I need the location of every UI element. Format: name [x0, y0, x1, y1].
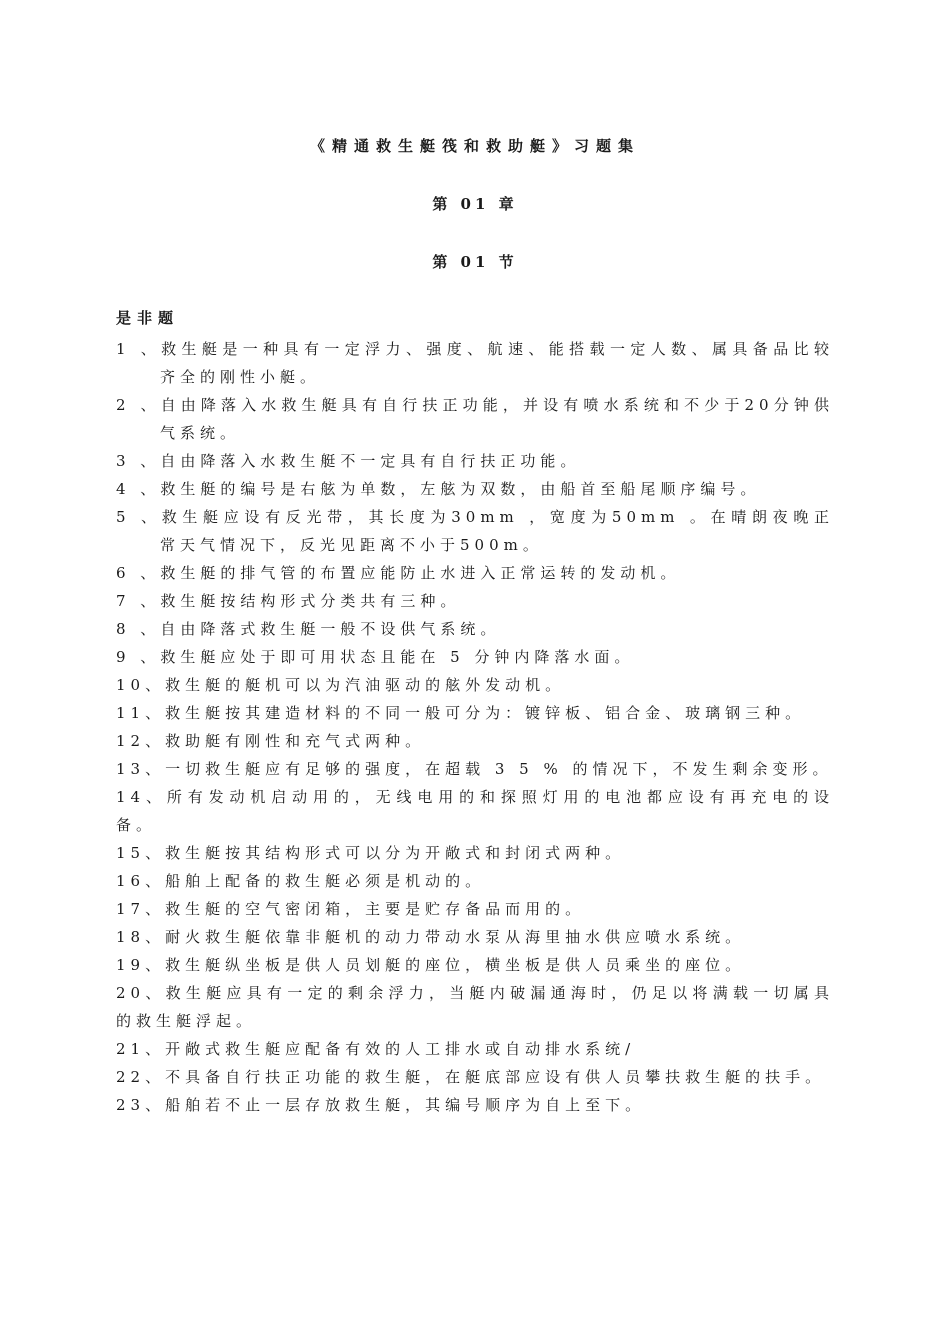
- question-number: 14、: [116, 788, 167, 806]
- chapter-heading: 第 01 章: [432, 195, 518, 213]
- question-text: 船舶上配备的救生艇必须是机动的。: [165, 872, 486, 890]
- question-number: 1 、: [116, 340, 162, 358]
- question-item: [116, 335, 834, 391]
- question-number: 23、: [116, 1096, 166, 1114]
- question-text: 救生艇纵坐板是供人员划艇的座位，横坐板是供人员乘坐的座位。: [165, 956, 746, 974]
- question-list: [116, 335, 834, 1119]
- question-text: 救生艇按结构形式分类共有三种。: [160, 592, 461, 610]
- question-item: [116, 587, 834, 615]
- question-number: 5 、: [116, 508, 162, 526]
- question-number: 7 、: [116, 592, 161, 610]
- question-text: 不具备自行扶正功能的救生艇，在艇底部应设有供人员攀扶救生艇的扶手。: [165, 1068, 826, 1086]
- question-text: 救生艇的排气管的布置应能防止水进入正常运转的发动机。: [160, 564, 681, 582]
- question-item: [116, 895, 834, 923]
- question-number: 12、: [116, 732, 166, 750]
- question-number: 8 、: [116, 620, 161, 638]
- question-text: 自由降落入水救生艇不一定具有自行扶正功能。: [160, 452, 581, 470]
- question-number: 11、: [116, 704, 166, 722]
- question-text: 开敞式救生艇应配备有效的人工排水或自动排水系统/: [165, 1040, 636, 1058]
- document-title: 《精通救生艇筏和救助艇》习题集: [309, 137, 640, 155]
- question-number: 19、: [116, 956, 166, 974]
- question-item: [116, 979, 834, 1035]
- question-item: [116, 503, 834, 559]
- question-item: [116, 839, 834, 867]
- question-text: 救生艇的编号是右舷为单数，左舷为双数，由船首至船尾顺序编号。: [160, 480, 761, 498]
- question-type-heading: 是非题: [116, 309, 180, 327]
- question-item: [116, 699, 834, 727]
- question-item: [116, 1091, 834, 1119]
- question-text: 救生艇的空气密闭箱，主要是贮存备品而用的。: [165, 900, 586, 918]
- question-item: [116, 447, 834, 475]
- question-item: [116, 951, 834, 979]
- question-number: 6 、: [116, 564, 161, 582]
- question-number: 18、: [116, 928, 166, 946]
- section-heading: 第 01 节: [432, 253, 518, 271]
- question-number: 10、: [116, 676, 166, 694]
- question-text: 自由降落式救生艇一般不设供气系统。: [160, 620, 501, 638]
- question-item: [116, 1063, 834, 1091]
- question-item: [116, 783, 834, 839]
- question-number: 21、: [116, 1040, 166, 1058]
- question-text: 救生艇应具有一定的剩余浮力，当艇内破漏通海时，仍足以将满载一切属具的救生艇浮起。: [116, 984, 834, 1030]
- question-text: 救助艇有刚性和充气式两种。: [165, 732, 426, 750]
- question-number: 3 、: [116, 452, 161, 470]
- question-number: 13、: [116, 760, 166, 778]
- question-item: [116, 867, 834, 895]
- question-number: 4 、: [116, 480, 161, 498]
- question-item: [116, 615, 834, 643]
- question-text: 船舶若不止一层存放救生艇，其编号顺序为自上至下。: [165, 1096, 646, 1114]
- question-item: [116, 559, 834, 587]
- question-text: 耐火救生艇依靠非艇机的动力带动水泵从海里抽水供应喷水系统。: [165, 928, 746, 946]
- question-text: 救生艇的艇机可以为汽油驱动的舷外发动机。: [165, 676, 566, 694]
- question-item: [116, 755, 834, 783]
- question-text: 救生艇按其结构形式可以分为开敞式和封闭式两种。: [165, 844, 626, 862]
- question-text: 救生艇应处于即可用状态且能在 5 分钟内降落水面。: [160, 648, 635, 666]
- question-text: 救生艇按其建造材料的不同一般可分为：镀锌板、铝合金、玻璃钢三种。: [165, 704, 806, 722]
- question-number: 22、: [116, 1068, 166, 1086]
- question-text: 一切救生艇应有足够的强度，在超载 3 5 % 的情况下，不发生剩余变形。: [165, 760, 833, 778]
- question-number: 20、: [116, 984, 166, 1002]
- question-item: [116, 475, 834, 503]
- question-number: 17、: [116, 900, 166, 918]
- question-item: [116, 923, 834, 951]
- question-item: [116, 671, 834, 699]
- question-text: 救生艇是一种具有一定浮力、强度、航速、能搭载一定人数、属具备品比较齐全的刚性小艇。: [160, 340, 834, 386]
- question-number: 9 、: [116, 648, 161, 666]
- question-text: 救生艇应设有反光带，其长度为30mm ，宽度为50mm 。在晴朗夜晚正常天气情况下，反光见距离不小于500m。: [160, 508, 835, 554]
- question-item: [116, 643, 834, 671]
- question-text: 自由降落入水救生艇具有自行扶正功能，并设有喷水系统和不少于20分钟供气系统。: [160, 396, 835, 442]
- question-text: 所有发动机启动用的，无线电用的和探照灯用的电池都应设有再充电的设备。: [116, 788, 834, 834]
- question-item: [116, 391, 834, 447]
- question-number: 2 、: [116, 396, 161, 414]
- question-item: [116, 1035, 834, 1063]
- question-number: 15、: [116, 844, 166, 862]
- question-number: 16、: [116, 872, 166, 890]
- question-item: [116, 727, 834, 755]
